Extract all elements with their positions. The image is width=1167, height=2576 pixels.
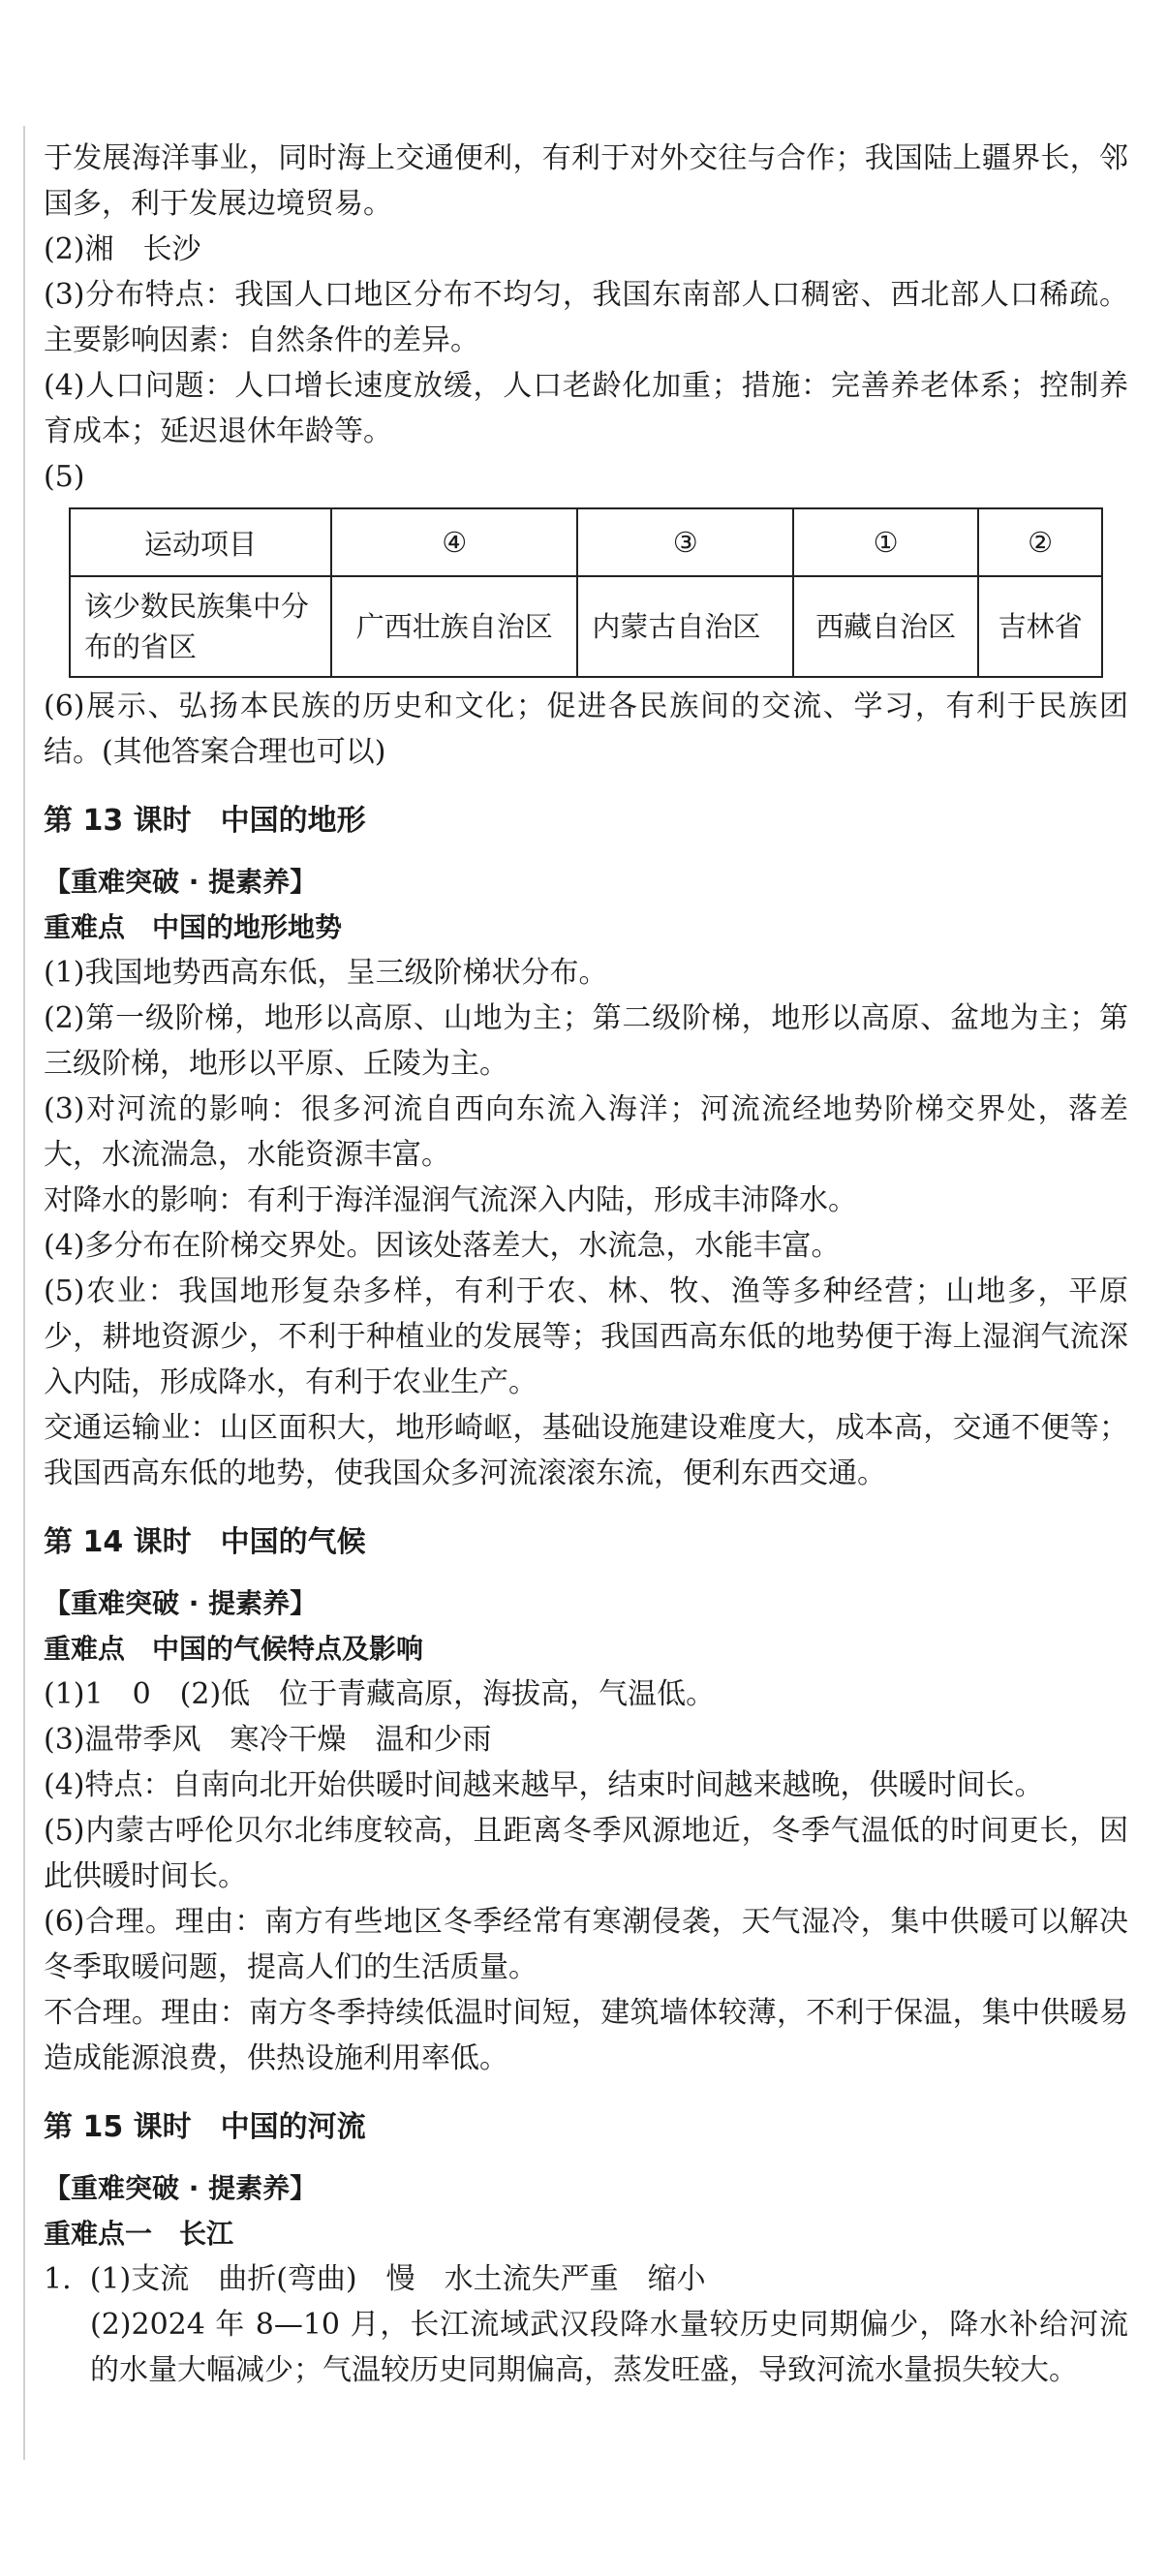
answer-2: (2)湘 长沙 xyxy=(44,232,201,266)
section-tag: 【重难突破 · 提素养】 xyxy=(44,866,318,898)
answer-4: (4)人口问题：人口增长速度放缓，人口老龄化加重；措施：完善养老体系；控制养育成本；延迟退休年龄等。 xyxy=(44,369,1128,448)
answer-line: (3)温带季风 寒冷干燥 温和少雨 xyxy=(44,1723,492,1757)
answer-6: (6)展示、弘扬本民族的历史和文化；促进各民族间的交流、学习，有利于民族团结。(其他答案合理也可以) xyxy=(44,690,1128,769)
answer-content xyxy=(44,136,1128,2393)
table-row xyxy=(70,508,1102,576)
answer-3: (3)分布特点：我国人口地区分布不均匀，我国东南部人口稠密、西北部人口稀疏。主要影响因素：自然条件的差异。 xyxy=(44,278,1128,357)
answer-line: 对降水的影响：有利于海洋湿润气流深入内陆，形成丰沛降水。 xyxy=(44,1183,857,1217)
answer-line: (4)多分布在阶梯交界处。因该处落差大，水流急，水能丰富。 xyxy=(44,1229,841,1263)
answer-line: (5)农业：我国地形复杂多样，有利于农、林、牧、渔等多种经营；山地多，平原少，耕地资源少，不利于种植业的发展等；我国西高东低的地势便于海上湿润气流深入内陆，形成降水，有利于农业生产。 xyxy=(44,1274,1128,1399)
table-header-cell: 该少数民族集中分布的省区 xyxy=(70,576,331,677)
answer-5: (5) xyxy=(44,460,85,494)
answer-line: (4)特点：自南向北开始供暖时间越来越早，结束时间越来越晚，供暖时间长。 xyxy=(44,1768,1044,1802)
answer-line: 交通运输业：山区面积大，地形崎岖，基础设施建设难度大，成本高，交通不便等；我国西高东低的地势，使我国众多河流滚滚东流，便利东西交通。 xyxy=(44,1411,1128,1490)
table-header-cell: 运动项目 xyxy=(70,508,331,576)
section-tag: 【重难突破 · 提素养】 xyxy=(44,2172,318,2204)
margin-rule xyxy=(23,126,25,2460)
table-cell: ② xyxy=(978,508,1102,576)
table-cell: ④ xyxy=(331,508,577,576)
lesson-14-title: 第 14 课时 中国的气候 xyxy=(44,1525,366,1559)
question-1: 1. (1)支流 曲折(弯曲) 慢 水土流失严重 缩小 xyxy=(44,2262,706,2296)
answer-line: (6)合理。理由：南方有些地区冬季经常有寒潮侵袭，天气湿冷，集中供暖可以解决冬季取暖问题，提高人们的生活质量。 xyxy=(44,1905,1128,1984)
table-cell: 西藏自治区 xyxy=(793,576,978,677)
answer-line: (5)内蒙古呼伦贝尔北纬度较高，且距离冬季风源地近，冬季气温低的时间更长，因此供暖时间长。 xyxy=(44,1814,1128,1893)
key-point: 重难点一 长江 xyxy=(44,2218,234,2250)
lesson-15-title: 第 15 课时 中国的河流 xyxy=(44,2110,366,2144)
key-point: 重难点 中国的气候特点及影响 xyxy=(44,1633,424,1665)
table-cell: 广西壮族自治区 xyxy=(331,576,577,677)
answer-line: (1)1 0 (2)低 位于青藏高原，海拔高，气温低。 xyxy=(44,1677,716,1711)
table-cell: 内蒙古自治区 xyxy=(577,576,793,677)
table-cell: ① xyxy=(793,508,978,576)
table-row xyxy=(70,576,1102,677)
paragraph: 于发展海洋事业，同时海上交通便利，有利于对外交往与合作；我国陆上疆界长，邻国多，利于发展边境贸易。 xyxy=(44,141,1128,221)
answer-line: (3)对河流的影响：很多河流自西向东流入海洋；河流流经地势阶梯交界处，落差大，水流湍急，水能资源丰富。 xyxy=(44,1092,1128,1172)
table-cell: 吉林省 xyxy=(978,576,1102,677)
ethnic-sports-table xyxy=(69,507,1103,678)
answer-line: (2)第一级阶梯，地形以高原、山地为主；第二级阶梯，地形以高原、盆地为主；第三级阶梯，地形以平原、丘陵为主。 xyxy=(44,1001,1128,1081)
section-tag: 【重难突破 · 提素养】 xyxy=(44,1587,318,1619)
answer-line: 不合理。理由：南方冬季持续低温时间短，建筑墙体较薄，不利于保温，集中供暖易造成能源浪费，供热设施利用率低。 xyxy=(44,1996,1128,2075)
lesson-13-title: 第 13 课时 中国的地形 xyxy=(44,804,366,838)
key-point: 重难点 中国的地形地势 xyxy=(44,911,343,943)
answer-line: (1)我国地势西高东低，呈三级阶梯状分布。 xyxy=(44,956,608,990)
table-cell: ③ xyxy=(577,508,793,576)
question-1-part-2: (2)2024 年 8—10 月，长江流域武汉段降水量较历史同期偏少，降水补给河流的水量大幅减少；气温较历史同期偏高，蒸发旺盛，导致河流水量损失较大。 xyxy=(90,2308,1128,2387)
